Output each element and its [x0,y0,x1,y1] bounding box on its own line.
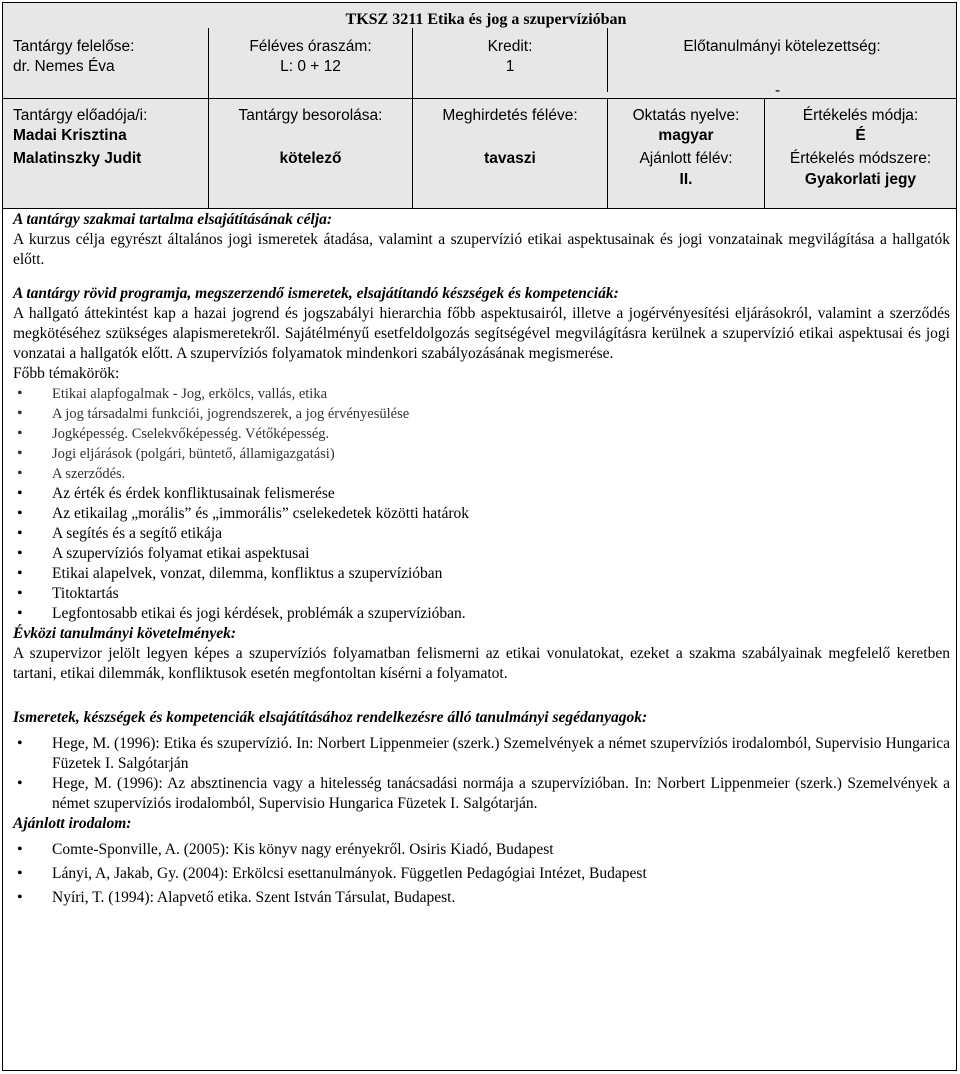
lecturer-name: Madai Krisztina [13,127,127,144]
assessment-method-value: Gyakorlati jegy [804,171,917,188]
credit-value: 1 [505,58,515,75]
recommended-semester-value: II. [679,171,693,188]
list-item: • A szupervíziós folyamat etikai aspektusai [13,544,950,564]
list-item: • Hege, M. (1996): Etika és szupervízió. In: Norbert Lippenmeier (szerk.) Szemelvények a német szupervíziós irodalomból, Supervisio Hungarica Füzetek I. Salgótarján [13,734,950,774]
list-item: • Jogképesség. Cselekvőképesség. Vétőképesség. [13,424,950,444]
reading-list [13,838,950,910]
requirements-heading: Évközi tanulmányi követelmények: [13,625,237,642]
list-item: • A jog társadalmi funkciói, jogrendszerek, a jog érvényesülése [13,404,950,424]
responsible-label: Tantárgy felelőse: [13,38,135,55]
list-item: • A szerződés. [13,464,950,484]
prereq-value: - [775,82,781,99]
list-item: • Etikai alapfogalmak - Jog, erkölcs, vallás, etika [13,384,950,404]
program-text: A hallgató áttekintést kap a hazai jogrend és jogszabályi hierarchia főbb aspektusairól, illetve a jogérvényesítési eljárásokról, valamint a szerződés megkötéséhez szükséges alapismeretekről. Sajátélményű esetfeldolgozás segítségével megvilágításra kerülnek a szupervízió etikai aspektusai és jogi vonzatai a hallgatók előtt. A szupervíziós folyamatok mindenkori szabályozásának megismerése. [13,305,950,362]
list-item: • Nyíri, T. (1994): Alapvető etika. Szent István Társulat, Budapest. [13,886,950,910]
list-item: • Titoktartás [13,584,950,604]
list-item: • Etikai alapelvek, vonzat, dilemma, konfliktus a szupervízióban [13,564,950,584]
assessment-value: É [855,127,866,144]
assessment-method-label: Értékelés módszere: [789,150,932,167]
list-item: • Az érték és érdek konfliktusainak felismerése [13,484,950,504]
list-item: • Lányi, A, Jakab, Gy. (2004): Erkölcsi esettanulmányok. Független Pedagógiai Intézet, Budapest [13,862,950,886]
hours-label: Féléves óraszám: [249,38,372,55]
classification-label: Tantárgy besorolása: [238,107,383,124]
requirements-text: A szupervizor jelölt legyen képes a szupervíziós folyamatban felismerni az etikai vonulatokat, ezeket a szakma szabályainak megfelelő keretben tartani, etikai dilemmák, konfliktusok esetén megfontoltan kísérni a folyamatot. [13,645,950,682]
course-title: TKSZ 3211 Etika és jog a szupervízióban [345,11,627,28]
semester-label: Meghirdetés féléve: [442,107,578,124]
course-sheet [2,2,957,1071]
materials-heading: Ismeretek, készségek és kompetenciák elsajátításához rendelkezésre álló tanulmányi segédanyagok: [13,709,648,726]
course-header-table [3,3,956,209]
semester-value: tavaszi [484,150,536,167]
materials-list [13,734,950,814]
goal-text: A kurzus célja egyrészt általános jogi ismeretek átadása, valamint a szupervízió etikai aspektusainak és jogi vonzatainak megvilágítása a hallgatók előtt. [13,231,950,268]
lecturer-name: Malatinszky Judit [13,150,142,167]
list-item: • Az etikailag „morális” és „immorális” cselekedetek közötti határok [13,504,950,524]
list-item: • Comte-Sponville, A. (2005): Kis könyv nagy erényekről. Osiris Kiadó, Budapest [13,838,950,862]
classification-value: kötelező [279,150,342,167]
hours-value: L: 0 + 12 [280,58,341,75]
responsible-name: dr. Nemes Éva [13,58,115,75]
reading-heading: Ajánlott irodalom: [13,815,132,832]
program-heading: A tantárgy rövid programja, megszerzendő ismeretek, elsajátítandó készségek és kompetenciák: [13,285,619,302]
list-item: • Hege, M. (1996): Az absztinencia vagy a hitelesség tanácsadási normája a szupervízióban. In: Norbert Lippenmeier (szerk.) Szemelvények a német szupervíziós irodalomból, Supervisio Hungarica Füzetek I. Salgótarján. [13,774,950,814]
goal-heading: A tantárgy szakmai tartalma elsajátításának célja: [13,211,333,228]
language-value: magyar [658,127,714,144]
assessment-label: Értékelés módja: [802,107,919,124]
course-content [13,210,950,910]
topics-label: Főbb témakörök: [13,365,120,382]
recommended-semester-label: Ajánlott félév: [639,150,733,167]
list-item: • A segítés és a segítő etikája [13,524,950,544]
credit-label: Kredit: [487,38,533,55]
topics-list [13,384,950,624]
language-label: Oktatás nyelve: [632,107,740,124]
lecturer-label: Tantárgy előadója/i: [13,107,148,124]
list-item: • Legfontosabb etikai és jogi kérdések, problémák a szupervízióban. [13,604,950,624]
prereq-label: Előtanulmányi kötelezettség: [683,38,881,55]
grid-divider [3,98,956,99]
list-item: • Jogi eljárások (polgári, büntető, államigazgatási) [13,444,950,464]
